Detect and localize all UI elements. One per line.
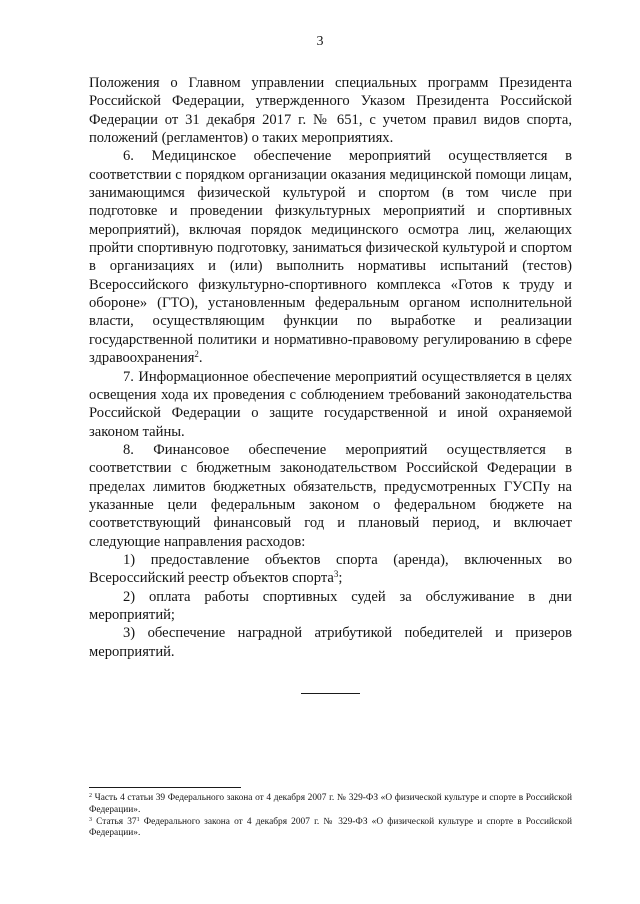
- list-item-2: 2) оплата работы спортивных судей за обслуживание в дни мероприятий;: [89, 588, 572, 623]
- list-item-1-end: ;: [338, 570, 343, 587]
- page-number: 3: [316, 34, 324, 49]
- paragraph-8-financial-support: 8. Финансовое обеспечение мероприятий осуществляется в соответствии с бюджетным законодательством Российской Федерации в пределах лимитов бюджетных обязательств, предусмотренных ГУСПу на указанные цели федеральным законом о федеральном бюджете на соответствующий финансовый год и плановый период, и включает следующие направления расходов:: [89, 441, 572, 550]
- footnote-ref-3: 3: [333, 569, 339, 580]
- end-of-text-rule: [301, 693, 360, 694]
- list-item-1-text: 1) предоставление объектов спорта (аренда), включенных во Всероссийский реестр объектов спорта: [89, 551, 572, 587]
- footnote-ref-2: 2: [194, 349, 199, 360]
- paragraph-7-information-support: 7. Информационное обеспечение мероприятий осуществляется в целях освещения хода их проведения с соблюдением требований законодательства Российской Федерации о защите государственной и иной охраняемой законом тайны.: [89, 368, 572, 440]
- footnote-2: [89, 793, 572, 817]
- footnotes: [89, 793, 572, 840]
- paragraph-6-medical-support: [89, 147, 572, 367]
- footnote-3-mark: 3: [89, 816, 92, 823]
- footnote-3-text-b: Федерального закона от 4 декабря 2007 г. № 329-ФЗ «О физической культуре и спорте в Российской Федерации».: [89, 816, 572, 839]
- footnote-3-text-a: Статья 37: [92, 816, 137, 827]
- body-text: [89, 74, 572, 661]
- footnote-2-mark: 2: [89, 793, 92, 799]
- footnote-3: [89, 817, 572, 841]
- list-item-3: 3) обеспечение наградной атрибутикой победителей и призеров мероприятий.: [89, 625, 572, 660]
- list-item-1: [89, 551, 572, 588]
- footnote-separator: [89, 787, 241, 788]
- paragraph-6-end: .: [198, 350, 203, 367]
- footnote-3-article-superscript: 1: [136, 816, 140, 823]
- footnote-2-text: Часть 4 статьи 39 Федерального закона от 4 декабря 2007 г. № 329-ФЗ «О физической культуре и спорте в Российской Федерации».: [89, 793, 572, 815]
- paragraph-6-text: 6. Медицинское обеспечение мероприятий осуществляется в соответствии с порядком организации оказания медицинской помощи лицам, занимающимся физической культурой и спортом (в том числе при подготовке и проведении физкультурных мероприятий и спортивных мероприятий), включая порядок медицинского осмотра лиц, желающих пройти спортивную подготовку, заниматься физической культурой и спортом в организациях и (или) выполнить нормативы испытаний (тестов) Всероссийского физкультурно-спортивного комплекса «Готов к труду и обороне» (ГТО), установленным федеральным органом исполнительной власти, осуществляющим функции по выработке и реализации государственной политики и нормативно-правовому регулированию в сфере здравоохранения: [89, 148, 572, 367]
- paragraph-continuation: Положения о Главном управлении специальных программ Президента Российской Федерации, утвержденного Указом Президента Российской Федерации от 31 декабря 2017 г. № 651, с учетом правил видов спорта, положений (регламентов) о таких мероприятиях.: [89, 75, 572, 147]
